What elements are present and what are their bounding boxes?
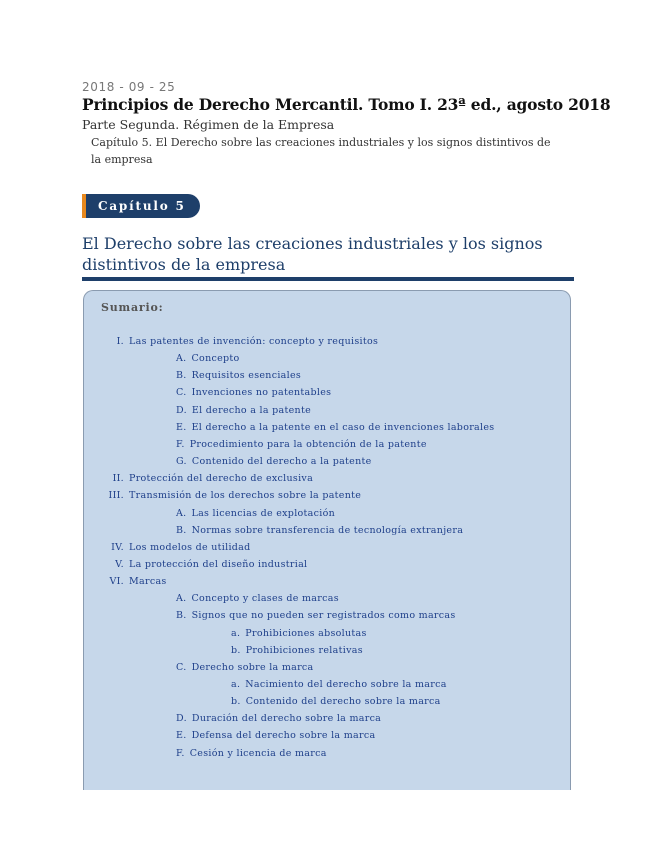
toc-item-label: El derecho a la patente en el caso de invenciones laborales (191, 421, 495, 433)
toc-item[interactable] (106, 576, 167, 592)
toc-item-label: Invenciones no patentables (191, 387, 332, 399)
toc-item-number: b. (231, 696, 241, 708)
toc-item[interactable] (231, 696, 441, 712)
toc-item[interactable] (176, 525, 463, 541)
toc-item-label: Las licencias de explotación (191, 507, 336, 519)
summary-label: Sumario: (101, 301, 164, 314)
toc-item-number: II. (112, 473, 124, 485)
toc-item-number: B. (176, 524, 187, 536)
toc-item-number: V. (115, 558, 124, 570)
toc-item-label: Normas sobre transferencia de tecnología extranjera (191, 524, 464, 536)
toc-item-label: Transmisión de los derechos sobre la patente (129, 490, 362, 502)
toc-item[interactable] (176, 422, 494, 438)
toc-item-number: E. (176, 421, 187, 433)
toc-item-label: Protección del derecho de exclusiva (129, 473, 314, 485)
toc-item-label: La protección del diseño industrial (129, 558, 308, 570)
toc-item[interactable] (176, 456, 372, 472)
toc-item[interactable] (176, 353, 240, 369)
toc-item-label: Concepto y clases de marcas (191, 593, 339, 605)
toc-item[interactable] (231, 679, 447, 695)
toc-item-label: Concepto (191, 353, 240, 365)
toc-item[interactable] (106, 473, 313, 489)
toc-item[interactable] (176, 662, 314, 678)
toc-item-label: Derecho sobre la marca (191, 661, 314, 673)
toc-item-label: Defensa del derecho sobre la marca (191, 730, 376, 742)
toc-item[interactable] (176, 593, 339, 609)
toc-item-number: III. (108, 490, 124, 502)
toc-item[interactable] (176, 405, 311, 421)
chapter-breadcrumb: Capítulo 5. El Derecho sobre las creaciones industriales y los signos distintivos de la empresa (91, 136, 551, 166)
toc-item[interactable] (176, 439, 427, 455)
toc-item-label: Contenido del derecho a la patente (191, 456, 372, 468)
toc-item-label: Duración del derecho sobre la marca (191, 713, 382, 725)
title-divider (82, 277, 574, 281)
toc-item[interactable] (106, 336, 378, 352)
summary-box (83, 290, 571, 790)
toc-item-label: Prohibiciones absolutas (245, 627, 367, 639)
toc-item[interactable] (231, 628, 367, 644)
toc-item-label: Requisitos esenciales (191, 370, 302, 382)
toc-item[interactable] (176, 370, 301, 386)
toc-item-label: El derecho a la patente (191, 404, 311, 416)
table-of-contents (84, 291, 570, 790)
publication-date: 2018 - 09 - 25 (82, 80, 176, 94)
toc-item[interactable] (176, 730, 375, 746)
toc-item-number: I. (116, 336, 124, 347)
toc-item-number: D. (176, 404, 187, 416)
toc-item-label: Contenido del derecho sobre la marca (245, 696, 441, 708)
toc-item-number: B. (176, 610, 187, 622)
toc-item-number: F. (176, 747, 185, 759)
toc-item-number: B. (176, 370, 187, 382)
toc-item[interactable] (231, 645, 363, 661)
toc-item[interactable] (106, 559, 307, 575)
toc-item-number: VI. (109, 576, 124, 588)
toc-item[interactable] (176, 713, 381, 729)
toc-item-number: G. (176, 456, 187, 468)
toc-item[interactable] (106, 542, 251, 558)
toc-item-label: Marcas (129, 576, 167, 588)
toc-item-label: Cesión y licencia de marca (189, 747, 327, 759)
toc-item[interactable] (176, 508, 335, 524)
toc-item-number: IV. (111, 541, 124, 553)
toc-item-label: Los modelos de utilidad (129, 541, 251, 553)
toc-item-number: D. (176, 713, 187, 725)
toc-item-label: Signos que no pueden ser registrados como marcas (191, 610, 456, 622)
toc-item-number: A. (176, 507, 187, 519)
toc-item-number: a. (231, 679, 241, 690)
toc-item-number: C. (176, 661, 187, 673)
toc-item-label: Prohibiciones relativas (245, 644, 363, 656)
toc-item-number: A. (176, 593, 187, 605)
toc-item-number: a. (231, 627, 241, 639)
part-breadcrumb: Parte Segunda. Régimen de la Empresa (82, 117, 335, 132)
toc-item-number: E. (176, 730, 187, 742)
toc-item[interactable] (176, 387, 331, 403)
toc-item-label: Nacimiento del derecho sobre la marca (245, 679, 447, 690)
toc-item[interactable] (176, 610, 456, 626)
toc-item-label: Procedimiento para la obtención de la patente (189, 438, 427, 450)
book-title: Principios de Derecho Mercantil. Tomo I. 23ª ed., agosto 2018 (82, 95, 611, 114)
chapter-title: El Derecho sobre las creaciones industriales y los signos distintivos de la empresa (82, 234, 543, 274)
toc-item[interactable] (176, 748, 327, 764)
toc-item-number: A. (176, 353, 187, 365)
chapter-badge: Capítulo 5 (82, 194, 200, 218)
toc-item-label: Las patentes de invención: concepto y requisitos (129, 336, 379, 347)
toc-item[interactable] (106, 490, 361, 506)
toc-item-number: C. (176, 387, 187, 399)
toc-item-number: F. (176, 438, 185, 450)
toc-item-number: b. (231, 644, 241, 656)
